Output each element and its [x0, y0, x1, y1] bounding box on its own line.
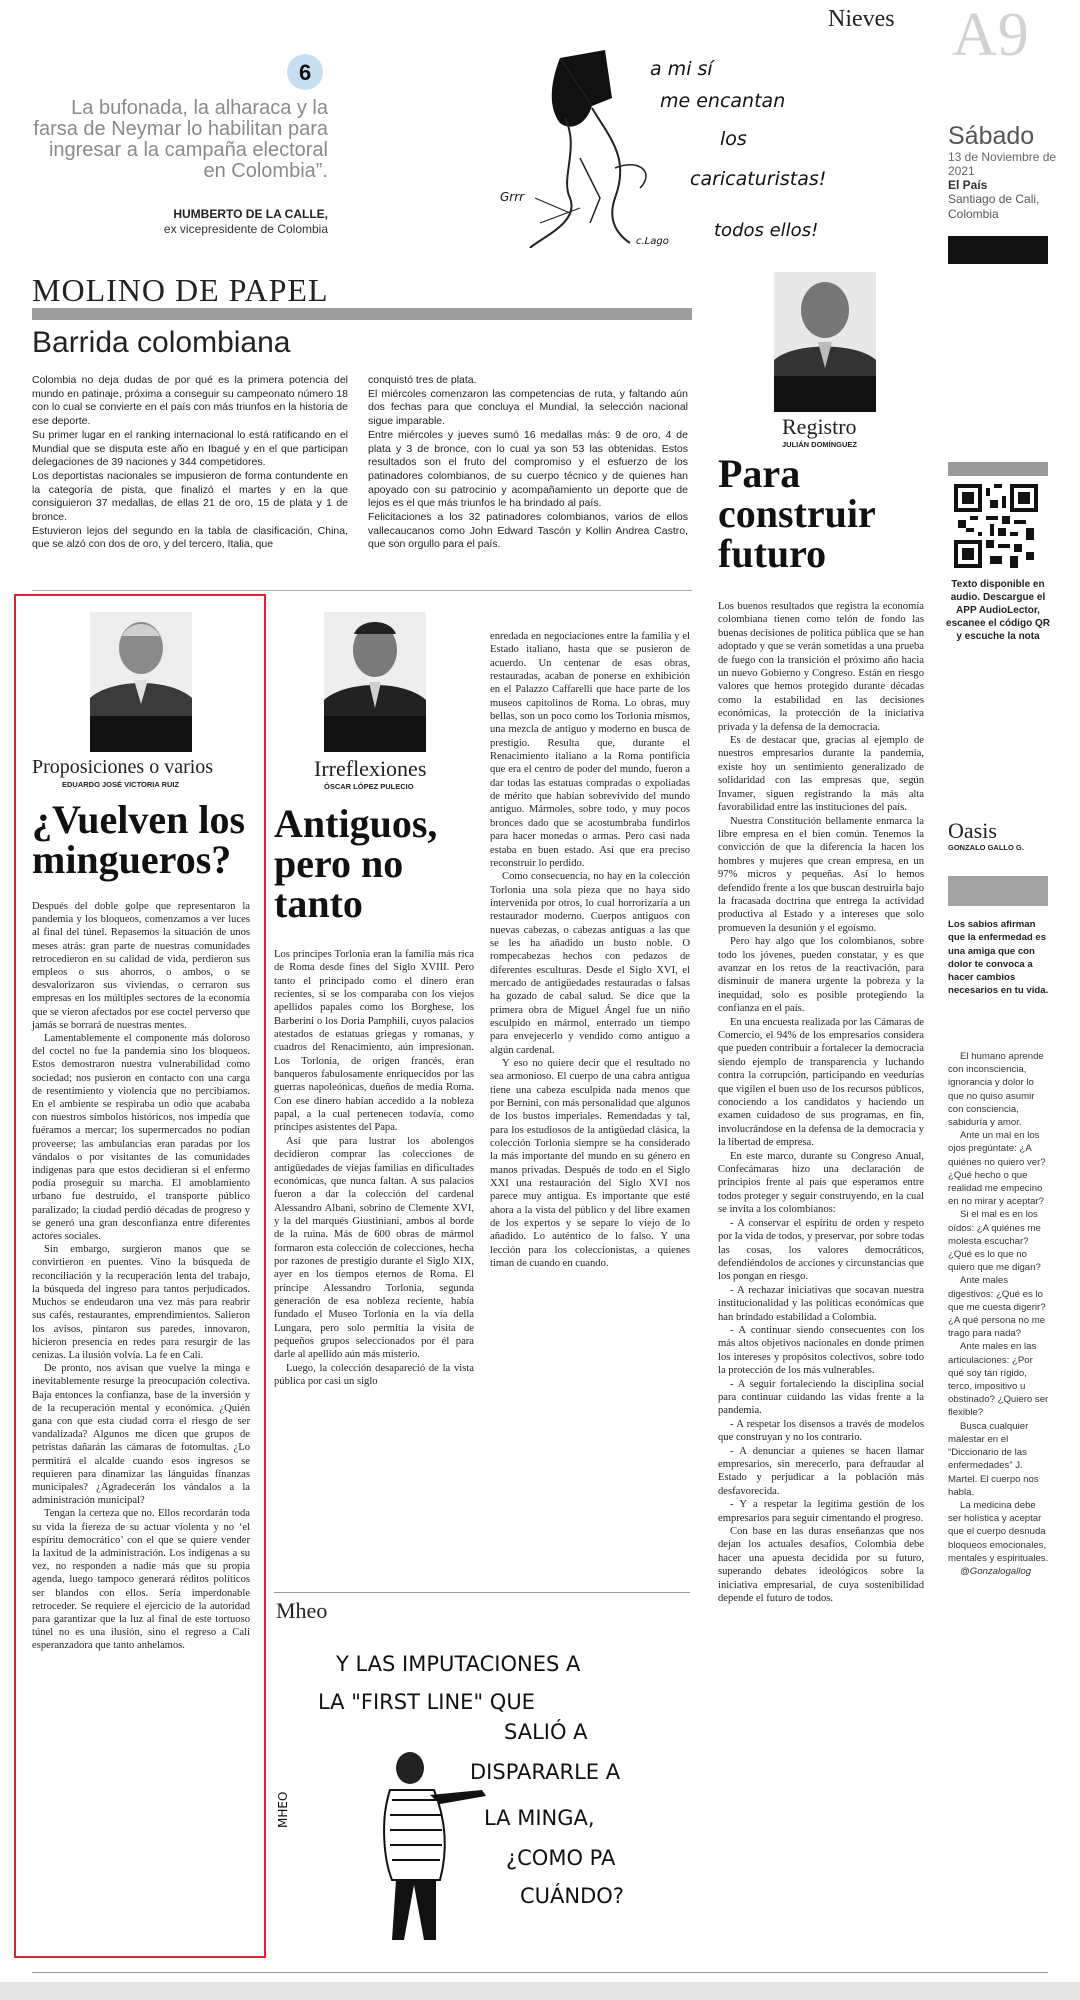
registro-body: [718, 600, 924, 1605]
registro-paragraph: En este marco, durante su Congreso Anual, Confecámaras hizo una declaración de principios frente al país que esperamos entre todos proteger y seguir construyendo, en la cual se invita a los colombianos:: [718, 1150, 924, 1216]
registro-paragraph: - A seguir fortaleciendo la disciplina social para continuar cuidando las vidas frente a la pandemia.: [718, 1378, 924, 1417]
mheo-top-rule: [274, 1592, 690, 1593]
mheo-line-5: LA MINGA,: [484, 1806, 595, 1830]
molino-title-rule: [32, 308, 692, 320]
cartoon-grr: Grrr: [500, 190, 525, 204]
oasis-paragraph: El humano aprende con inconsciencia, ignorancia y dolor lo que no quiso asumir con consciencia, sabiduría y amor.: [948, 1051, 1044, 1129]
oasis-title: Oasis: [948, 818, 997, 843]
molino-section-title: MOLINO DE PAPEL: [32, 272, 329, 308]
molino-headline: Barrida colombiana: [32, 326, 291, 359]
oasis-lead: Los sabios afirman que la enfermedad es una amiga que con dolor te convoca a hacer cambios necesarios en tu vida.: [948, 919, 1049, 997]
registro-paragraph: Con base en las duras enseñanzas que nos dejan los actuales desafíos, Colombia debe hacer una apuesta decidida por su futuro, superando debates ideológicos sobre la iniciativa empresarial, de cuya sostenibilidad depende el futuro de todos.: [718, 1526, 924, 1605]
quote-badge-number: 6: [299, 60, 312, 85]
mheo-line-4: DISPARARLE A: [470, 1760, 621, 1784]
cartoon-line-1: a mi sí: [650, 58, 713, 80]
proposiciones-paragraph: Tengan la certeza que no. Ellos recordarán toda su vida la fiereza de su actuar violenta y no ‘el espíritu democrático’ con el que se quiere vender la laxitud de la administración. Los indígenas a su vez, no responden a nadie más que su propia agenda, luego tampoco generará réditos políticos ser blandos con ellos. Sería imperdonable retroceder. Se requiere el ejercicio de la autoridad para garantizar que la luz al final de este tortuoso túnel no es una ilusión, sino el regreso a Cali esperanzadora que tanto anhelamos.: [32, 1508, 250, 1652]
registro-headline: Para construir futuro: [718, 451, 876, 576]
oasis-paragraph: La medicina debe ser holística y aceptar que el cuerpo desnuda bloqueos emocionales, mentales y espirituales.: [948, 1499, 1049, 1564]
registro-paragraph: - A respetar los disensos a través de modelos que construyan y no los contrario.: [718, 1418, 924, 1444]
oasis-body: [948, 1050, 1050, 1578]
header-black-box: [948, 236, 1048, 264]
molino-col1: Colombia no deja dudas de por qué es la primera potencia del mundo en patinaje, próxima a conseguir su campeonato número 18 con lo cual se convierte en el país con más triunfos en la historia de ese deporte. Su primer lugar en el ranking internacional lo está ratificando en el Mundial que se disputa este año en Ibagué y en el que participan delegaciones de 39 naciones y 344 competidores. Los deportistas nacionales se impusieron de forma contundente en la categoría de pista, que finalizó el martes y en la que consiguieron 37 medallas, de ellas 21 de oro, 15 de plata y 1 de bronce. Estuvieron lejos del segundo en la tabla de clasificación, China, que se alzó con dos de oro, y del tercero, Italia, que: [32, 374, 348, 551]
irreflexiones-paragraph: Como consecuencia, no hay en la colección Torlonia una sola pieza que no haya sido intervenida por otros, lo cual horrorizaría a un restaurador moderno. Cuerpos antiguos con nuevas cabezas, o cabezas antiguas a las que se les ha añadido un busto noble. O rompecabezas hechos con pedazos de diferentes esculturas. Desde el Siglo XVI, el mercado de antigüedades restauradas o falsas ha gozado de cabal salud. Se dice que la primera obra de Miguel Ángel fue un niño esculpido en mármol, enterrado un tiempo para envejecerlo y vendido como antiguo a algún cardenal.: [490, 871, 690, 1056]
irreflexiones-photo-bar: [324, 716, 426, 752]
molino-bottom-rule: [32, 590, 692, 591]
header-weekday: Sábado: [948, 122, 1035, 150]
oasis-paragraph: Ante un mal en los ojos pregúntate: ¿A quiénes no quiero ver? ¿Qué hecho o que realidad me empecino en no mirar y aceptar?: [948, 1130, 1046, 1208]
registro-paragraph: - A denunciar a quienes se hacen llamar empresarios, sin merecerlo, para defraudar al Estado y perjudicar a la población más desfavorecida.: [718, 1445, 924, 1497]
oasis-paragraph: Ante males digestivos: ¿Qué es lo que me cuesta digerir? ¿A qué persona no me trago para nada?: [948, 1275, 1046, 1340]
page-footer-band: [0, 1982, 1080, 2000]
mheo-shooter-drawing: [370, 1740, 500, 1950]
registro-paragraph: En una encuesta realizada por las Cámaras de Comercio, el 94% de los empresarios considera que pueden contribuir a fortalecer la democracia siendo ejemplo de transparencia y luchando contra la corrupción, participando en veedurías que vigilen el buen uso de los recursos públicos, conociendo a los candidatos y haciendo un examen cuidadoso de sus programas, en fin, involucrándose en la defensa de la democracia y la libertad de empresa.: [718, 1016, 924, 1149]
header-date: 13 de Noviembre de 2021: [948, 150, 1057, 178]
registro-paragraph: - A rechazar iniciativas que socavan nuestra institucionalidad y las políticas económicas que han brindado estabilidad a Colombia.: [718, 1284, 924, 1323]
cartoon-line-5: todos ellos!: [714, 220, 819, 241]
registro-paragraph: Nuestra Constitución bellamente enmarca la libre empresa en el bien común. Tenemos la convicción de que la diferencia la hacen los hombres y mujeres que crean empresa, en un 97% micros y pequeñas. Así lo hemos defendido frente a los que buscan destruirla bajo la fracasada doctrina que entrega la actividad productiva al Estado y a intereses que solo promueven la desunión y el egoísmo.: [718, 815, 924, 934]
irreflexiones-paragraph: Así que para lustrar los abolengos decidieron comprar las colecciones de antigüedades de viejas familias en dificultades económicas, que nunca faltan. A sus palacios fueron a dar la colección del cardenal Alessandro Albani, sobrino de Clemente XVI, y la del marqués Giustiniani, ambos al borde de la ruina. Más de 600 obras de mármol formaron esta colección de colecciones, hecha por razones de prestigio durante el Siglo XIX, ayer en los tiempos eternos de Roma. El príncipe Alessandro Torlonia, segunda generación de esa nobleza reciente, había fundado el Museo Torlonia en la vía della Lungara, pero solo permitía la visita de pequeños grupos seleccionados por él para darle al apellido aún más misterio.: [274, 1135, 474, 1361]
irreflexiones-body-col1: [274, 948, 474, 1388]
irreflexiones-column-name: Irreflexiones: [314, 756, 427, 781]
header-city: Santiago de Cali, Colombia: [948, 192, 1040, 221]
proposiciones-body: [32, 900, 250, 1653]
sidebar-top-rule: [948, 462, 1048, 476]
header-paper: El País: [948, 178, 988, 192]
mheo-title: Mheo: [276, 1598, 328, 1623]
registro-photo-bar: [774, 376, 876, 412]
cartoon-signature: c.Lago: [636, 236, 669, 247]
page-number: A9: [952, 1, 1030, 69]
irreflexiones-paragraph: Luego, la colección desapareció de la vista pública por casi un siglo: [274, 1362, 474, 1387]
registro-paragraph: - A continuar siendo consecuentes con los más altos objetivos nacionales en donde primen los intereses y propósitos colectivos, sobre todo la protección de los más vulnerables.: [718, 1324, 924, 1377]
irreflexiones-headline: Antiguos, pero no tanto: [274, 801, 438, 926]
registro-paragraph: Los buenos resultados que registra la economía colombiana tienen como telón de fondo las buenas decisiones de política pública que se han adoptado y que se verán sometidas a una prueba de fuego con la transición el próximo año hacia un nuevo Gobierno y Congreso. Están en riesgo valores que hemos protegido durante décadas como la estabilidad en las decisiones económicas, la protección de la iniciativa privada y la defensa de la democracia.: [718, 601, 924, 733]
qr-caption: Texto disponible en audio. Descargue el APP AudioLector, escanee el código QR y escuche la nota: [946, 579, 1050, 642]
oasis-paragraph: Si el mal es en los oídos: ¿A quiénes me molesta escuchar? ¿Qué es lo que no quiero que me digan?: [948, 1209, 1041, 1274]
oasis-gray-bar: [948, 876, 1048, 906]
quote-author-role: ex vicepresidente de Colombia: [163, 222, 328, 236]
proposiciones-column-name: Proposiciones o varios: [32, 756, 214, 778]
registro-column-name: Registro: [782, 414, 857, 439]
qr-code[interactable]: [954, 484, 1038, 568]
proposiciones-headline: ¿Vuelven los mingueros?: [32, 797, 246, 882]
oasis-handle: @Gonzalogallog: [960, 1565, 1032, 1577]
registro-paragraph: - A conservar el espíritu de orden y respeto por la vida de todos, y preservar, por sobre todas las cosas, los valores democráticos, defendiéndolos de acciones y circunstancias que los pongan en riesgo.: [718, 1217, 924, 1283]
irreflexiones-author: ÓSCAR LÓPEZ PULECIO: [324, 782, 414, 791]
mheo-line-1: Y LAS IMPUTACIONES A: [336, 1652, 581, 1676]
irreflexiones-author-photo: [324, 612, 426, 716]
cartoon-line-4: caricaturistas!: [690, 168, 827, 190]
registro-author-photo: [774, 272, 876, 376]
cartoon-line-3: los: [720, 128, 747, 150]
cartoon-line-2: me encantan: [660, 90, 786, 112]
proposiciones-author: EDUARDO JOSÉ VICTORIA RUIZ: [62, 780, 180, 789]
molino-col2: conquistó tres de plata. El miércoles comenzaron las competencias de ruta, y faltando aún dos fechas para que concluya el Mundial, la selección nacional sigue imparable. Entre miércoles y jueves sumó 16 medallas más: 9 de oro, 4 de plata y 3 de bronce, con lo cual ya son 53 las obtenidas. Estos resultados son el fruto del compromiso y el esfuerzo de los patinadores colombianos, de su cuerpo técnico y de quienes han apoyado con su patrocinio y acompañamiento un deporte que de lejos es el que más triunfos le ha brindado al país. Felicitaciones a los 32 patinadores colombianos, varios de ellos vallecaucanos como John Edward Tascón y Kollin Andrea Castro, que son orgullo para el país.: [368, 374, 688, 551]
mheo-signature: MHEO: [276, 1791, 290, 1828]
mheo-line-2: LA "FIRST LINE" QUE: [318, 1690, 535, 1714]
registro-paragraph: Pero hay algo que los colombianos, sobre todo los jóvenes, pueden constatar, y es que avanzar en los retos de la reactivación, para disminuir de manera urgente la pobreza y la inequidad, solo es posible protegiendo la confianza en el país.: [718, 936, 924, 1015]
registro-author: JULIÁN DOMÍNGUEZ: [782, 440, 857, 449]
irreflexiones-paragraph: enredada en negociaciones entre la familia y el Estado italiano, hasta que se pusieron de acuerdo. Un centenar de esas obras, restauradas, acaban de ponerse en exhibición en el Palazzo Caffarelli que hace parte de los museos capitolinos de Roma. Lo obras, muy bellas, son un poco como los Torlonia mismos, una mezcla de antiguo y moderno en busca de prestigio. Resulta que, durante el Renacimiento italiano a la Roma pontificia que era el centro de poder del mundo, fueron a dar todas las estatuas compradas o expoliadas de mérito que habían sobrevivido del mundo antiguo. Mármoles, sobre todo, y muy pocos bronces dado que se acostumbraba fundirlos para hacer monedas o armas. Pero casi nada estaba en buen estado. Así que era preciso reconstruir lo perdido.: [490, 631, 690, 869]
proposiciones-paragraph: De pronto, nos avisan que vuelve la minga e inevitablemente resurge la preocupación colectiva. Baja entonces la confianza, base de la inversión y de la recuperación mental y económica. ¿Quién gana con que esta ciudad corra el riesgo de ser vandalizada? Algunos me dicen que grupos de petristas dañarán las cámaras de fotomultas. ¿Lo permitirá el alcalde cuando esos ingresos se requieren para dinamizar las lánguidas finanzas municipales? ¿Agradecerán los vándalos a la administración municipal?: [32, 1363, 250, 1507]
mheo-line-6: ¿COMO PA: [506, 1846, 616, 1870]
irreflexiones-paragraph: Los príncipes Torlonia eran la familia más rica de Roma desde fines del Siglo XVIII. Pero tanto el principado como el dinero eran recientes, si se los comparaba con los viejos apellidos papales como los Borghese, los Barberini o los Doria Pamphili, cuyos palacios atestados de estatuas griegas y romanas, y cuadros del Renacimiento, aún impresionan. Los Torlonia, de origen francés, eran banqueros fabulosamente enriquecidos por las guerras napoleónicas, dueños de media Roma. Con ese dinero habían accedido a la nobleza papal, a la cual pertenecen todavía, como príncipes asistentes del Papa.: [274, 949, 474, 1134]
mheo-line-3: SALIÓ A: [504, 1720, 588, 1744]
registro-paragraph: - Y a respetar la legítima gestión de los empresarios para seguir cimentando el progreso.: [718, 1499, 924, 1524]
proposiciones-photo-bar: [90, 716, 192, 752]
oasis-paragraph: Ante males en las articulaciones: ¿Por qué soy tan rígido, terco, impositivo u obstinado? ¿Quiero ser flexible?: [948, 1341, 1049, 1419]
quote-author: HUMBERTO DE LA CALLE,: [173, 207, 328, 221]
page-bottom-rule: [32, 1972, 1048, 1973]
oasis-paragraph: Busca cualquier malestar en el “Diccionario de las enfermedades” J. Martel. El cuerpo nos habla.: [948, 1420, 1039, 1498]
proposiciones-paragraph: Sin embargo, surgieron manos que se convirtieron en puentes. Vino la búsqueda de reconciliación y la recuperación lenta del trabajo, la búsqueda del ingreso para tantos perjudicados. Muchos se endeudaron una vez más para reabrir sus cafés, restaurantes, emprendimientos. Salieron los avisos, pintaron sus paredes, innovaron, hicieron presencia en redes para resurgir de las cenizas. La ilusión volvía. La fe en Cali.: [32, 1244, 250, 1361]
mheo-line-7: CUÁNDO?: [520, 1884, 624, 1908]
oasis-author: GONZALO GALLO G.: [948, 843, 1024, 852]
proposiciones-author-photo: [90, 612, 192, 716]
section-name: Nieves: [828, 6, 895, 32]
irreflexiones-body-col2: [490, 630, 690, 1271]
registro-paragraph: Es de destacar que, gracias al ejemplo de nuestros empresarios durante la pandemia, existe hoy un sentimiento generalizado de solidaridad con las empresas que, según Invamer, siguen registrando la más alta favorabilidad entre las instituciones del país.: [718, 735, 924, 814]
proposiciones-paragraph: Lamentablemente el componente más doloroso del coctel no fue la pandemia sino los bloqueos. Estos demostraron nuestra vulnerabilidad como sociedad; nos pusieron en contacto con una carga de resentimiento y violencia que no percibíamos. En el ambiente se respiraba un odio que acababa con nuestros símbolos históricos, nos impedía que fuéramos a mercar; los supermercados no podían proveerse; las ambulancias eran paradas por los vándalos o por visitantes de las comunidades indígenas para que estos decidieran si el enfermo podía proseguir su marcha. El amoblamiento urbano fue destruido, el transporte público paralizado; la ciudad perdió décadas de progreso y se generó una gran desconfianza entre diferentes actores sociales.: [32, 1033, 250, 1243]
proposiciones-paragraph: Después del doble golpe que representaron la pandemia y los bloqueos, comenzamos a ver luces al final del túnel. Repasemos la situación de unos meses atrás: gran parte de nuestras comunidades retrocedieron en su calidad de vida, perdieron sus empleos o sus ahorros, o ambos, o se desvalorizaron sus viviendas, o cerraron sus empresas en los múltiples sectores de la economía que se vieron afectados por ese coctel perverso que jamás se borrará de nuestras mentes.: [32, 901, 250, 1031]
quote-text: La bufonada, la alharaca y la farsa de Neymar lo habilitan para ingresar a la campaña electoral en Colombia”.: [33, 97, 328, 182]
irreflexiones-paragraph: Y eso no quiere decir que el resultado no sea armonioso. El cuerpo de una cabra antigua tiene una cabeza esculpida nada menos que por Bernini, con más personalidad que algunos de los bustos imperiales. Remendadas y tal, para los estudiosos de la antigüedad clásica, la colección Torlonia siempre se ha considerado la más importante del mundo en su género en manos privadas. Después de todo en el Siglo XXI una restauración del Siglo XVI nos parece muy antigua. Es importante que esté ahora a la vista del público y del libre examen de los expertos y se separe lo viejo de lo añadido. Lo auténtico de lo falso. Y una lección para los coleccionistas, a quienes timan de cuando en cuando.: [490, 1058, 690, 1270]
